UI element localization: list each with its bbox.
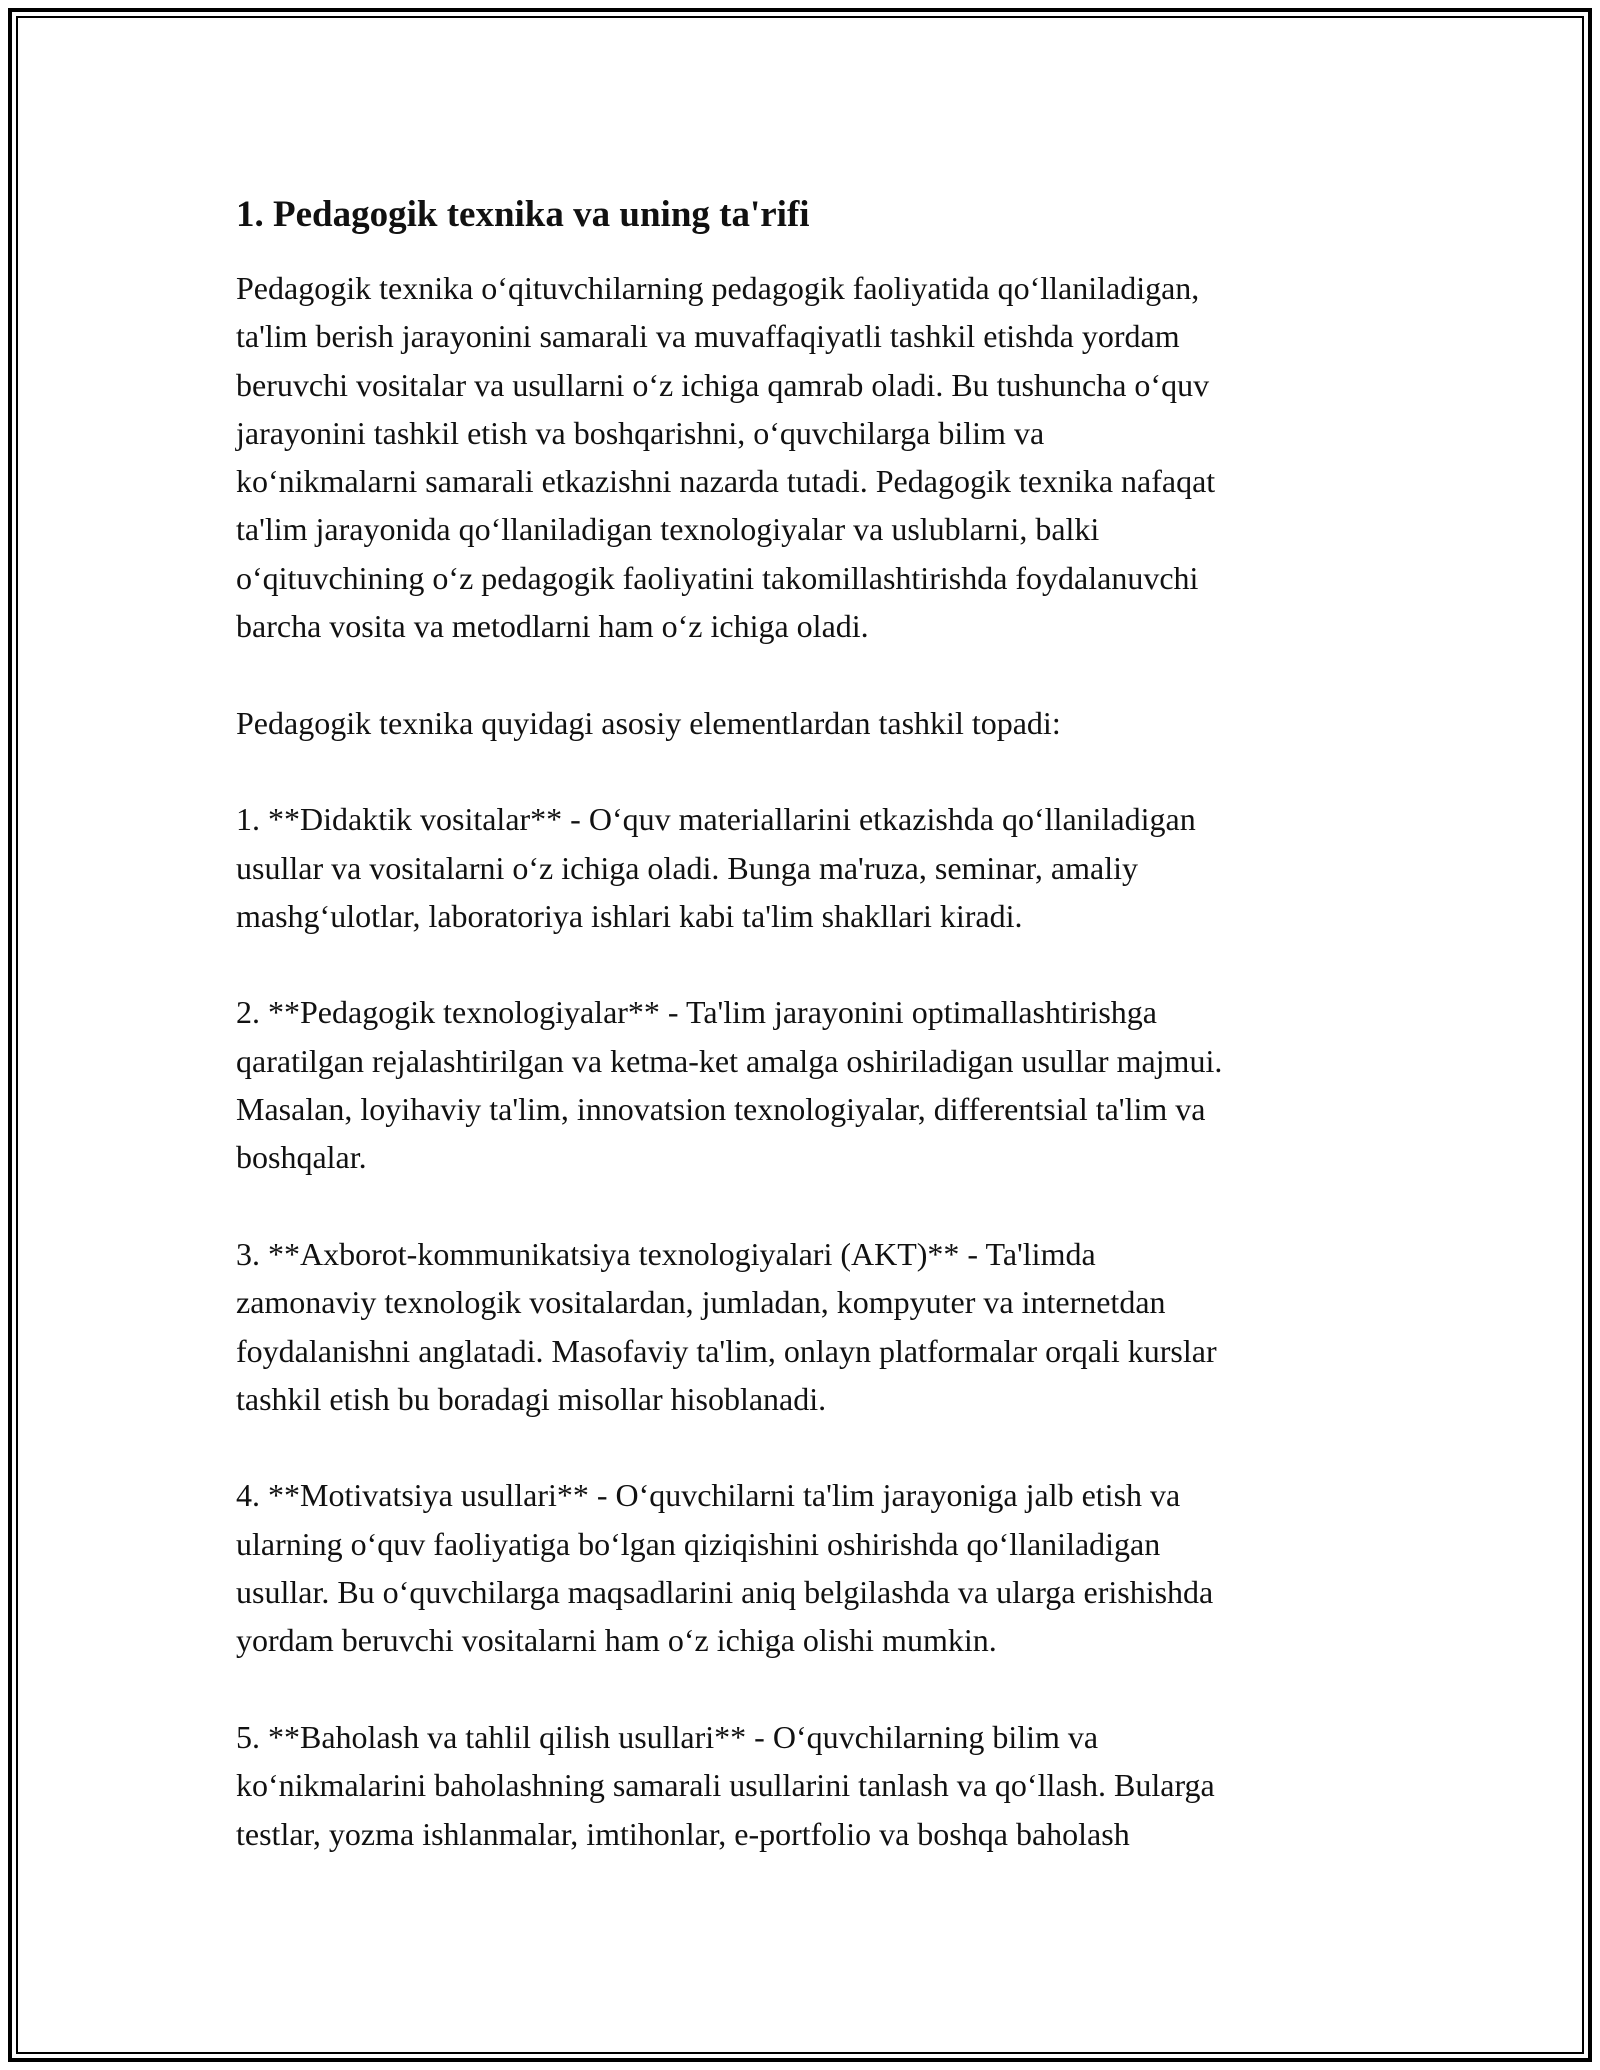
document-title: 1. Pedagogik texnika va uning ta'rifi	[236, 194, 810, 235]
lead-paragraph: Pedagogik texnika quyidagi asosiy elementlardan tashkil topadi:	[236, 704, 1061, 741]
list-item-didaktik-vositalar: 1. **Didaktik vositalar** - O‘quv materiallarini etkazishda qo‘llaniladigan usullar va vositalarni o‘z ichiga oladi. Bunga ma'ruza, seminar, amaliy mashg‘ulotlar, laboratoriya ishlari kabi ta'lim shakllari kiradi.	[236, 801, 1196, 934]
list-item-motivatsiya-usullari: 4. **Motivatsiya usullari** - O‘quvchilarni ta'lim jarayoniga jalb etish va ularning o‘quv faoliyatiga bo‘lgan qiziqishini oshirishda qo‘llaniladigan usullar. Bu o‘quvchilarga maqsadlarini aniq belgilashda va ularga erishishda yordam beruvchi vositalarni ham o‘z ichiga olishi mumkin.	[236, 1477, 1214, 1659]
paragraph-spacer	[236, 1182, 1386, 1230]
paragraph-spacer	[236, 1423, 1386, 1471]
list-item-akt: 3. **Axborot-kommunikatsiya texnologiyalari (AKT)** - Ta'limda zamonaviy texnologik vositalardan, jumladan, kompyuter va internetdan foydalanishni anglatadi. Masofaviy ta'lim, onlayn platformalar orqali kurslar tashkil etish bu boradagi misollar hisoblanadi.	[236, 1235, 1217, 1417]
intro-paragraph: Pedagogik texnika o‘qituvchilarning pedagogik faoliyatida qo‘llaniladigan, ta'lim berish jarayonini samarali va muvaffaqiyatli tashkil etishda yordam beruvchi vositalar va usullarni o‘z ichiga qamrab oladi. Bu tushuncha o‘quv jarayonini tashkil etish va boshqarishni, o‘quvchilarga bilim va ko‘nikmalarni samarali etkazishni nazarda tutadi. Pedagogik texnika nafaqat ta'lim jarayonida qo‘llaniladigan texnologiyalar va uslublarni, balki o‘qituvchining o‘z pedagogik faoliyatini takomillashtirishda foydalanuvchi barcha vosita va metodlarni ham o‘z ichiga oladi.	[236, 270, 1216, 645]
paragraph-spacer	[236, 1665, 1386, 1713]
paragraph-spacer	[236, 940, 1386, 988]
paragraph-spacer	[236, 650, 1386, 698]
list-item-baholash-usullari: 5. **Baholash va tahlil qilish usullari** - O‘quvchilarning bilim va ko‘nikmalarini baholashning samarali usullarini tanlash va qo‘llash. Bularga testlar, yozma ishlanmalar, imtihonlar, e-portfolio va boshqa baholash	[236, 1718, 1215, 1852]
paragraph-spacer	[236, 747, 1386, 795]
document-body	[236, 186, 1386, 1858]
list-item-pedagogik-texnologiyalar: 2. **Pedagogik texnologiyalar** - Ta'lim jarayonini optimallashtirishga qaratilgan rejalashtirilgan va ketma-ket amalga oshiriladigan usullar majmui. Masalan, loyihaviy ta'lim, innovatsion texnologiyalar, differentsial ta'lim va boshqalar.	[236, 994, 1223, 1176]
